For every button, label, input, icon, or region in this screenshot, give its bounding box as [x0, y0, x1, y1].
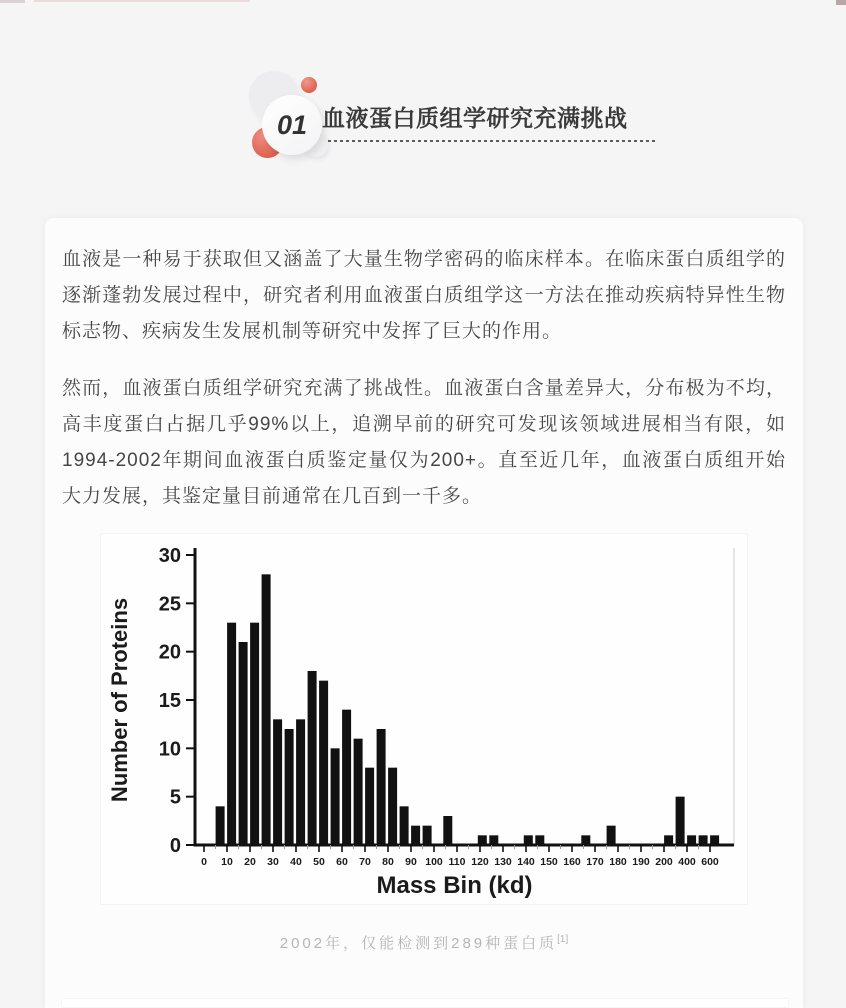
section-title: 血液蛋白质组学研究充满挑战: [322, 105, 628, 131]
svg-text:150: 150: [540, 856, 558, 868]
section-title-dashed-underline: [322, 140, 655, 142]
svg-text:25: 25: [158, 593, 181, 616]
svg-text:600: 600: [701, 856, 719, 868]
next-section-image-top-edge: [62, 999, 788, 1007]
svg-text:20: 20: [244, 856, 256, 868]
svg-text:10: 10: [158, 738, 181, 761]
svg-text:400: 400: [678, 856, 696, 868]
protein-mass-histogram-figure: [100, 533, 748, 905]
svg-text:30: 30: [158, 545, 181, 567]
svg-text:200: 200: [655, 856, 673, 868]
figure-caption-reference: [1]: [557, 934, 569, 945]
page-top-divider-remnant: [34, 0, 250, 2]
svg-text:15: 15: [158, 690, 181, 712]
decorative-circle-red-small: [301, 77, 317, 93]
svg-text:180: 180: [609, 856, 627, 868]
svg-text:100: 100: [425, 856, 443, 868]
figure-caption: [62, 932, 786, 953]
svg-text:90: 90: [405, 856, 417, 868]
svg-text:130: 130: [494, 856, 512, 868]
svg-text:30: 30: [267, 856, 279, 868]
svg-text:160: 160: [563, 856, 581, 868]
svg-text:20: 20: [158, 641, 181, 664]
figure-caption-text: 2002年，仅能检测到289种蛋白质: [279, 935, 558, 952]
svg-text:10: 10: [221, 856, 233, 868]
svg-text:60: 60: [336, 856, 348, 868]
svg-text:190: 190: [632, 856, 650, 868]
svg-text:Mass Bin (kd): Mass Bin (kd): [376, 872, 533, 899]
section-number: 01: [276, 109, 308, 140]
svg-text:40: 40: [290, 856, 302, 868]
section-number-badge: [262, 95, 322, 155]
svg-text:5: 5: [169, 786, 181, 809]
protein-mass-histogram-chart: [101, 534, 747, 904]
article-paragraph-1: 血液是一种易于获取但又涵盖了大量生物学密码的临床样本。在临床蛋白质组学的逐渐蓬勃发展过程中，研究者利用血液蛋白质组学这一方法在推动疾病特异性生物标志物、疾病发生发展机制等研究中发挥了巨大的作用。: [62, 249, 786, 342]
svg-text:50: 50: [313, 856, 325, 868]
page-top-left-artifact: [0, 0, 25, 3]
section-header: [245, 64, 665, 168]
svg-text:140: 140: [517, 856, 535, 868]
svg-text:70: 70: [359, 856, 371, 868]
svg-text:170: 170: [586, 856, 604, 868]
article-card: [45, 218, 803, 1008]
article-paragraph-2: 然而，血液蛋白质组学研究充满了挑战性。血液蛋白含量差异大，分布极为不均，高丰度蛋白占据几乎99%以上，追溯早前的研究可发现该领域进展相当有限，如1994-2002年期间血液蛋白质鉴定量仅为200+。直至近几年，血液蛋白质组开始大力发展，其鉴定量目前通常在几百到一千多。: [62, 378, 786, 507]
svg-text:Number of Proteins: Number of Proteins: [107, 597, 132, 803]
page-top-right-artifact: [836, 0, 846, 5]
svg-text:0: 0: [201, 856, 207, 868]
svg-text:110: 110: [448, 856, 466, 868]
svg-text:80: 80: [382, 856, 394, 868]
svg-text:0: 0: [169, 835, 181, 857]
svg-text:120: 120: [471, 856, 489, 868]
